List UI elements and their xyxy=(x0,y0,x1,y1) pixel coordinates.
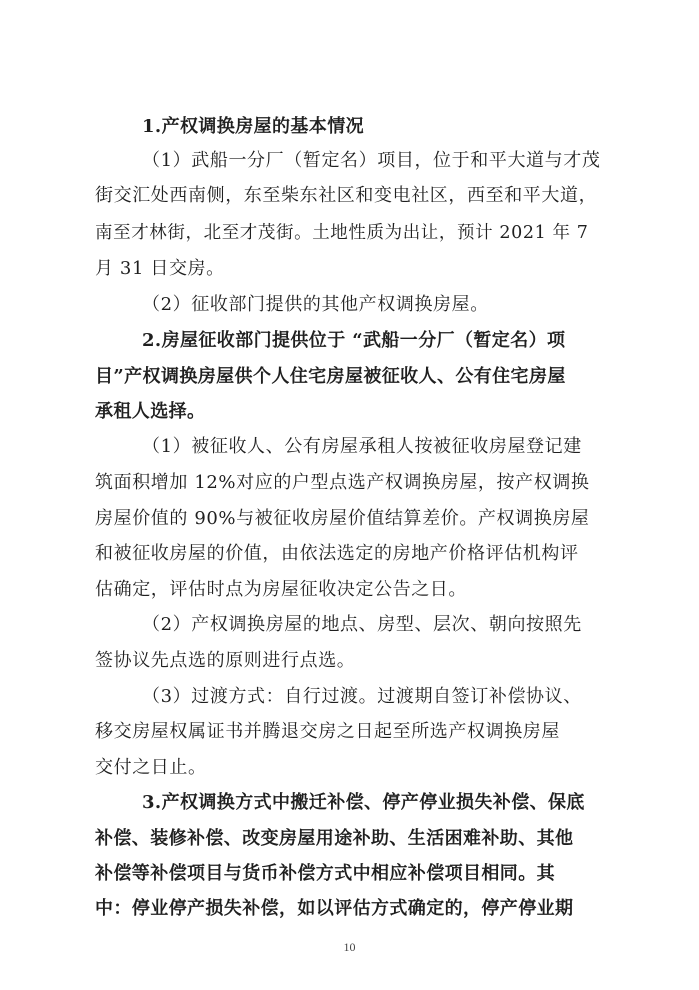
paragraph-line: （1）被征收人、公有房屋承租人按被征收房屋登记建 xyxy=(142,436,582,457)
section-heading-2: 2.房屋征收部门提供位于 “武船一分厂（暂定名）项 xyxy=(142,330,566,351)
paragraph-line: 交付之日止。 xyxy=(95,757,207,778)
paragraph-line: （3）过渡方式：自行过渡。过渡期自签订补偿协议、 xyxy=(142,686,582,707)
paragraph-line: （2）征收部门提供的其他产权调换房屋。 xyxy=(142,294,489,315)
paragraph-line: 移交房屋权属证书并腾退交房之日起至所选产权调换房屋 xyxy=(95,721,560,742)
paragraph-line: 和被征收房屋的价值，由依法选定的房地产价格评估机构评 xyxy=(95,543,579,564)
paragraph-line: 月 31 日交房。 xyxy=(95,258,225,279)
section-heading-3: 补偿等补偿项目与货币补偿方式中相应补偿项目相同。其 xyxy=(95,863,555,884)
section-heading-2: 目”产权调换房屋供个人住宅房屋被征收人、公有住宅房屋 xyxy=(95,366,566,387)
paragraph-line: （2）产权调换房屋的地点、房型、层次、朝向按照先 xyxy=(142,614,582,635)
page-number: 10 xyxy=(343,940,356,954)
paragraph-line: 南至才林街，北至才茂街。土地性质为出让，预计 2021 年 7 xyxy=(95,223,589,243)
paragraph-line: 街交汇处西南侧，东至柴东社区和变电社区，西至和平大道， xyxy=(95,185,598,206)
paragraph-line: 估确定，评估时点为房屋征收决定公告之日。 xyxy=(95,579,467,600)
paragraph-line: 房屋价值的 90%与被征收房屋价值结算差价。产权调换房屋 xyxy=(95,508,590,529)
section-heading-3: 中：停业停产损失补偿，如以评估方式确定的，停产停业期 xyxy=(95,898,574,919)
section-heading-3: 补偿、装修补偿、改变房屋用途补助、生活困难补助、其他 xyxy=(95,828,574,849)
paragraph-line: 签协议先点选的原则进行点选。 xyxy=(95,650,356,671)
section-heading-1: 1.产权调换房屋的基本情况 xyxy=(142,116,364,137)
section-heading-2: 承租人选择。 xyxy=(95,401,206,422)
paragraph-line: （1）武船一分厂（暂定名）项目，位于和平大道与才茂 xyxy=(142,150,601,171)
paragraph-line: 筑面积增加 12%对应的户型点选产权调换房屋，按产权调换 xyxy=(95,472,590,493)
section-heading-3: 3.产权调换方式中搬迁补偿、停产停业损失补偿、保底 xyxy=(142,792,585,813)
